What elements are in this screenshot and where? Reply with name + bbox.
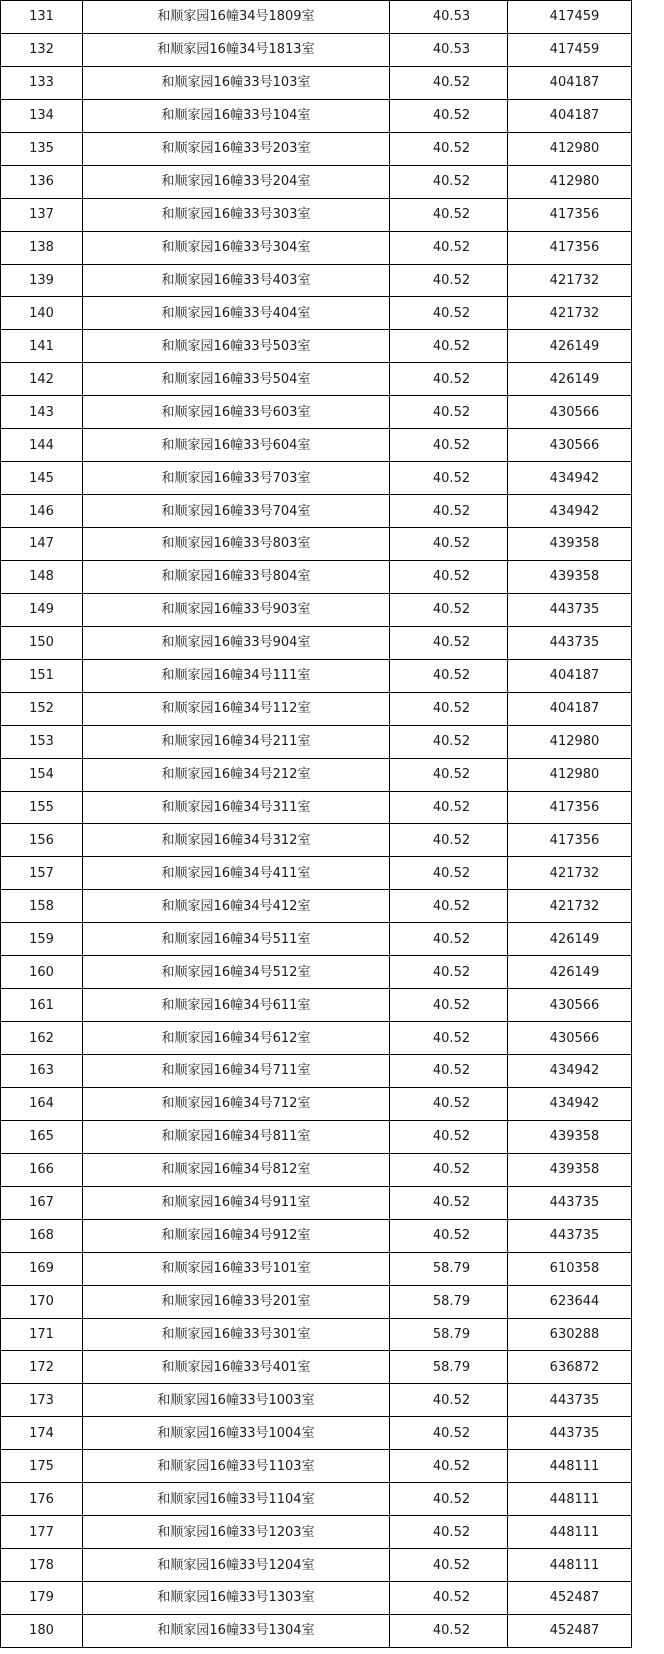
row-number-cell: 174 — [1, 1417, 83, 1450]
unit-address-cell: 和顺家园16幢33号304室 — [83, 231, 390, 264]
unit-address-cell: 和顺家园16幢33号1104室 — [83, 1483, 390, 1516]
row-number-cell: 162 — [1, 1022, 83, 1055]
table-row — [1, 989, 632, 1022]
unit-address-cell: 和顺家园16幢34号811室 — [83, 1120, 390, 1153]
row-number-cell: 146 — [1, 495, 83, 528]
row-number-cell: 154 — [1, 758, 83, 791]
unit-address-cell: 和顺家园16幢33号804室 — [83, 560, 390, 593]
unit-address-cell: 和顺家园16幢33号803室 — [83, 528, 390, 561]
row-number-cell: 179 — [1, 1582, 83, 1615]
price-cell: 439358 — [508, 528, 632, 561]
table-row — [1, 593, 632, 626]
area-cell: 40.52 — [390, 560, 508, 593]
table-row — [1, 1087, 632, 1120]
area-cell: 40.52 — [390, 1120, 508, 1153]
price-cell: 439358 — [508, 1153, 632, 1186]
unit-address-cell: 和顺家园16幢33号103室 — [83, 66, 390, 99]
row-number-cell: 155 — [1, 791, 83, 824]
area-cell: 40.52 — [390, 99, 508, 132]
row-number-cell: 170 — [1, 1285, 83, 1318]
row-number-cell: 171 — [1, 1318, 83, 1351]
unit-address-cell: 和顺家园16幢33号201室 — [83, 1285, 390, 1318]
price-cell: 448111 — [508, 1450, 632, 1483]
table-row — [1, 1450, 632, 1483]
table-row — [1, 198, 632, 231]
area-cell: 40.52 — [390, 857, 508, 890]
area-cell: 40.52 — [390, 923, 508, 956]
row-number-cell: 173 — [1, 1384, 83, 1417]
unit-address-cell: 和顺家园16幢33号903室 — [83, 593, 390, 626]
area-cell: 40.52 — [390, 725, 508, 758]
row-number-cell: 152 — [1, 692, 83, 725]
unit-address-cell: 和顺家园16幢33号303室 — [83, 198, 390, 231]
table-row — [1, 429, 632, 462]
area-cell: 40.52 — [390, 231, 508, 264]
table-row — [1, 495, 632, 528]
area-cell: 40.52 — [390, 198, 508, 231]
price-cell: 443735 — [508, 626, 632, 659]
table-row — [1, 890, 632, 923]
table-row — [1, 1483, 632, 1516]
price-cell: 439358 — [508, 1120, 632, 1153]
area-cell: 40.52 — [390, 1087, 508, 1120]
table-row — [1, 528, 632, 561]
unit-address-cell: 和顺家园16幢34号1813室 — [83, 33, 390, 66]
unit-address-cell: 和顺家园16幢33号1204室 — [83, 1549, 390, 1582]
price-cell: 452487 — [508, 1614, 632, 1647]
unit-address-cell: 和顺家园16幢33号1103室 — [83, 1450, 390, 1483]
table-row — [1, 165, 632, 198]
table-row — [1, 725, 632, 758]
unit-address-cell: 和顺家园16幢34号911室 — [83, 1186, 390, 1219]
area-cell: 40.53 — [390, 33, 508, 66]
price-cell: 623644 — [508, 1285, 632, 1318]
table-row — [1, 1153, 632, 1186]
price-cell: 412980 — [508, 758, 632, 791]
price-cell: 417356 — [508, 198, 632, 231]
unit-address-cell: 和顺家园16幢33号604室 — [83, 429, 390, 462]
row-number-cell: 143 — [1, 396, 83, 429]
price-cell: 434942 — [508, 1055, 632, 1088]
row-number-cell: 153 — [1, 725, 83, 758]
table-row — [1, 330, 632, 363]
row-number-cell: 175 — [1, 1450, 83, 1483]
area-cell: 40.52 — [390, 989, 508, 1022]
unit-address-cell: 和顺家园16幢34号212室 — [83, 758, 390, 791]
row-number-cell: 150 — [1, 626, 83, 659]
unit-address-cell: 和顺家园16幢33号1303室 — [83, 1582, 390, 1615]
row-number-cell: 148 — [1, 560, 83, 593]
table-row — [1, 1252, 632, 1285]
table-row — [1, 1, 632, 34]
unit-address-cell: 和顺家园16幢34号711室 — [83, 1055, 390, 1088]
table-row — [1, 297, 632, 330]
area-cell: 40.52 — [390, 132, 508, 165]
row-number-cell: 134 — [1, 99, 83, 132]
table-row — [1, 1417, 632, 1450]
table-row — [1, 923, 632, 956]
area-cell: 40.52 — [390, 66, 508, 99]
unit-address-cell: 和顺家园16幢33号603室 — [83, 396, 390, 429]
price-cell: 452487 — [508, 1582, 632, 1615]
area-cell: 40.52 — [390, 1450, 508, 1483]
table-row — [1, 1516, 632, 1549]
row-number-cell: 156 — [1, 824, 83, 857]
unit-address-cell: 和顺家园16幢33号1004室 — [83, 1417, 390, 1450]
row-number-cell: 168 — [1, 1219, 83, 1252]
area-cell: 40.52 — [390, 1549, 508, 1582]
price-cell: 443735 — [508, 593, 632, 626]
price-cell: 412980 — [508, 132, 632, 165]
area-cell: 40.52 — [390, 528, 508, 561]
table-row — [1, 626, 632, 659]
row-number-cell: 165 — [1, 1120, 83, 1153]
unit-address-cell: 和顺家园16幢34号412室 — [83, 890, 390, 923]
row-number-cell: 158 — [1, 890, 83, 923]
row-number-cell: 176 — [1, 1483, 83, 1516]
area-cell: 40.52 — [390, 1219, 508, 1252]
table-row — [1, 1022, 632, 1055]
table-row — [1, 264, 632, 297]
unit-address-cell: 和顺家园16幢33号101室 — [83, 1252, 390, 1285]
area-cell: 40.52 — [390, 791, 508, 824]
unit-address-cell: 和顺家园16幢34号311室 — [83, 791, 390, 824]
price-cell: 630288 — [508, 1318, 632, 1351]
unit-address-cell: 和顺家园16幢33号404室 — [83, 297, 390, 330]
unit-address-cell: 和顺家园16幢34号712室 — [83, 1087, 390, 1120]
unit-address-cell: 和顺家园16幢33号904室 — [83, 626, 390, 659]
price-cell: 636872 — [508, 1351, 632, 1384]
area-cell: 40.52 — [390, 1384, 508, 1417]
unit-address-cell: 和顺家园16幢33号203室 — [83, 132, 390, 165]
price-cell: 426149 — [508, 330, 632, 363]
price-cell: 421732 — [508, 297, 632, 330]
area-cell: 58.79 — [390, 1318, 508, 1351]
unit-address-cell: 和顺家园16幢34号211室 — [83, 725, 390, 758]
price-cell: 417459 — [508, 1, 632, 34]
price-cell: 417459 — [508, 33, 632, 66]
unit-address-cell: 和顺家园16幢34号511室 — [83, 923, 390, 956]
table-row — [1, 758, 632, 791]
table-row — [1, 1582, 632, 1615]
row-number-cell: 164 — [1, 1087, 83, 1120]
unit-address-cell: 和顺家园16幢34号111室 — [83, 659, 390, 692]
price-cell: 430566 — [508, 1022, 632, 1055]
row-number-cell: 159 — [1, 923, 83, 956]
row-number-cell: 133 — [1, 66, 83, 99]
price-cell: 426149 — [508, 923, 632, 956]
row-number-cell: 161 — [1, 989, 83, 1022]
price-cell: 412980 — [508, 725, 632, 758]
area-cell: 40.52 — [390, 1055, 508, 1088]
table-row — [1, 1285, 632, 1318]
table-row — [1, 1120, 632, 1153]
price-cell: 434942 — [508, 495, 632, 528]
row-number-cell: 149 — [1, 593, 83, 626]
area-cell: 40.52 — [390, 396, 508, 429]
table-row — [1, 560, 632, 593]
price-cell: 434942 — [508, 1087, 632, 1120]
table-row — [1, 824, 632, 857]
unit-address-cell: 和顺家园16幢34号1809室 — [83, 1, 390, 34]
row-number-cell: 147 — [1, 528, 83, 561]
price-cell: 448111 — [508, 1549, 632, 1582]
unit-address-cell: 和顺家园16幢33号503室 — [83, 330, 390, 363]
table-row — [1, 132, 632, 165]
table-row — [1, 66, 632, 99]
area-cell: 40.52 — [390, 363, 508, 396]
area-cell: 40.53 — [390, 1, 508, 34]
row-number-cell: 180 — [1, 1614, 83, 1647]
price-cell: 439358 — [508, 560, 632, 593]
table-row — [1, 99, 632, 132]
table-body — [1, 1, 632, 1648]
price-cell: 448111 — [508, 1483, 632, 1516]
table-row — [1, 1055, 632, 1088]
unit-address-cell: 和顺家园16幢34号512室 — [83, 956, 390, 989]
table-row — [1, 857, 632, 890]
table-row — [1, 33, 632, 66]
area-cell: 40.52 — [390, 297, 508, 330]
row-number-cell: 166 — [1, 1153, 83, 1186]
area-cell: 40.52 — [390, 956, 508, 989]
unit-address-cell: 和顺家园16幢33号403室 — [83, 264, 390, 297]
price-cell: 421732 — [508, 264, 632, 297]
area-cell: 40.52 — [390, 824, 508, 857]
unit-address-cell: 和顺家园16幢34号411室 — [83, 857, 390, 890]
price-cell: 412980 — [508, 165, 632, 198]
area-cell: 40.52 — [390, 890, 508, 923]
price-cell: 448111 — [508, 1516, 632, 1549]
price-cell: 421732 — [508, 857, 632, 890]
row-number-cell: 157 — [1, 857, 83, 890]
area-cell: 40.52 — [390, 593, 508, 626]
price-cell: 443735 — [508, 1384, 632, 1417]
unit-address-cell: 和顺家园16幢33号1203室 — [83, 1516, 390, 1549]
unit-address-cell: 和顺家园16幢33号704室 — [83, 495, 390, 528]
price-cell: 417356 — [508, 231, 632, 264]
table-row — [1, 1318, 632, 1351]
area-cell: 58.79 — [390, 1285, 508, 1318]
row-number-cell: 177 — [1, 1516, 83, 1549]
table-row — [1, 1614, 632, 1647]
area-cell: 40.52 — [390, 758, 508, 791]
price-cell: 404187 — [508, 659, 632, 692]
area-cell: 40.52 — [390, 1483, 508, 1516]
table-row — [1, 791, 632, 824]
row-number-cell: 132 — [1, 33, 83, 66]
unit-address-cell: 和顺家园16幢33号301室 — [83, 1318, 390, 1351]
price-cell: 426149 — [508, 363, 632, 396]
area-cell: 40.52 — [390, 1417, 508, 1450]
price-cell: 421732 — [508, 890, 632, 923]
table-row — [1, 1549, 632, 1582]
area-cell: 40.52 — [390, 1614, 508, 1647]
table-row — [1, 396, 632, 429]
price-cell: 426149 — [508, 956, 632, 989]
price-cell: 430566 — [508, 989, 632, 1022]
price-cell: 434942 — [508, 462, 632, 495]
price-cell: 404187 — [508, 66, 632, 99]
area-cell: 40.52 — [390, 1582, 508, 1615]
unit-address-cell: 和顺家园16幢33号204室 — [83, 165, 390, 198]
area-cell: 40.52 — [390, 659, 508, 692]
row-number-cell: 145 — [1, 462, 83, 495]
row-number-cell: 169 — [1, 1252, 83, 1285]
area-cell: 40.52 — [390, 330, 508, 363]
row-number-cell: 160 — [1, 956, 83, 989]
unit-address-cell: 和顺家园16幢33号1304室 — [83, 1614, 390, 1647]
price-cell: 610358 — [508, 1252, 632, 1285]
row-number-cell: 172 — [1, 1351, 83, 1384]
price-cell: 430566 — [508, 429, 632, 462]
area-cell: 40.52 — [390, 1153, 508, 1186]
row-number-cell: 144 — [1, 429, 83, 462]
area-cell: 40.52 — [390, 1516, 508, 1549]
unit-address-cell: 和顺家园16幢33号401室 — [83, 1351, 390, 1384]
unit-address-cell: 和顺家园16幢34号612室 — [83, 1022, 390, 1055]
price-cell: 443735 — [508, 1219, 632, 1252]
table-row — [1, 1219, 632, 1252]
table-row — [1, 1351, 632, 1384]
unit-address-cell: 和顺家园16幢34号812室 — [83, 1153, 390, 1186]
area-cell: 40.52 — [390, 626, 508, 659]
price-cell: 430566 — [508, 396, 632, 429]
area-cell: 40.52 — [390, 462, 508, 495]
unit-address-cell: 和顺家园16幢34号912室 — [83, 1219, 390, 1252]
row-number-cell: 131 — [1, 1, 83, 34]
row-number-cell: 137 — [1, 198, 83, 231]
area-cell: 58.79 — [390, 1351, 508, 1384]
area-cell: 40.52 — [390, 165, 508, 198]
area-cell: 40.52 — [390, 495, 508, 528]
unit-address-cell: 和顺家园16幢33号104室 — [83, 99, 390, 132]
price-cell: 417356 — [508, 824, 632, 857]
unit-address-cell: 和顺家园16幢33号1003室 — [83, 1384, 390, 1417]
row-number-cell: 139 — [1, 264, 83, 297]
price-cell: 417356 — [508, 791, 632, 824]
row-number-cell: 140 — [1, 297, 83, 330]
table-row — [1, 956, 632, 989]
price-cell: 443735 — [508, 1186, 632, 1219]
table-row — [1, 692, 632, 725]
table-row — [1, 231, 632, 264]
price-cell: 443735 — [508, 1417, 632, 1450]
unit-address-cell: 和顺家园16幢34号312室 — [83, 824, 390, 857]
table-row — [1, 1384, 632, 1417]
row-number-cell: 163 — [1, 1055, 83, 1088]
row-number-cell: 151 — [1, 659, 83, 692]
row-number-cell: 138 — [1, 231, 83, 264]
unit-address-cell: 和顺家园16幢33号504室 — [83, 363, 390, 396]
table-row — [1, 659, 632, 692]
price-cell: 404187 — [508, 99, 632, 132]
area-cell: 40.52 — [390, 264, 508, 297]
area-cell: 40.52 — [390, 1022, 508, 1055]
price-cell: 404187 — [508, 692, 632, 725]
row-number-cell: 136 — [1, 165, 83, 198]
area-cell: 40.52 — [390, 1186, 508, 1219]
row-number-cell: 135 — [1, 132, 83, 165]
table-row — [1, 462, 632, 495]
unit-address-cell: 和顺家园16幢33号703室 — [83, 462, 390, 495]
row-number-cell: 167 — [1, 1186, 83, 1219]
area-cell: 58.79 — [390, 1252, 508, 1285]
unit-address-cell: 和顺家园16幢34号611室 — [83, 989, 390, 1022]
table-row — [1, 1186, 632, 1219]
area-cell: 40.52 — [390, 429, 508, 462]
unit-address-cell: 和顺家园16幢34号112室 — [83, 692, 390, 725]
row-number-cell: 141 — [1, 330, 83, 363]
row-number-cell: 142 — [1, 363, 83, 396]
table-row — [1, 363, 632, 396]
row-number-cell: 178 — [1, 1549, 83, 1582]
area-cell: 40.52 — [390, 692, 508, 725]
